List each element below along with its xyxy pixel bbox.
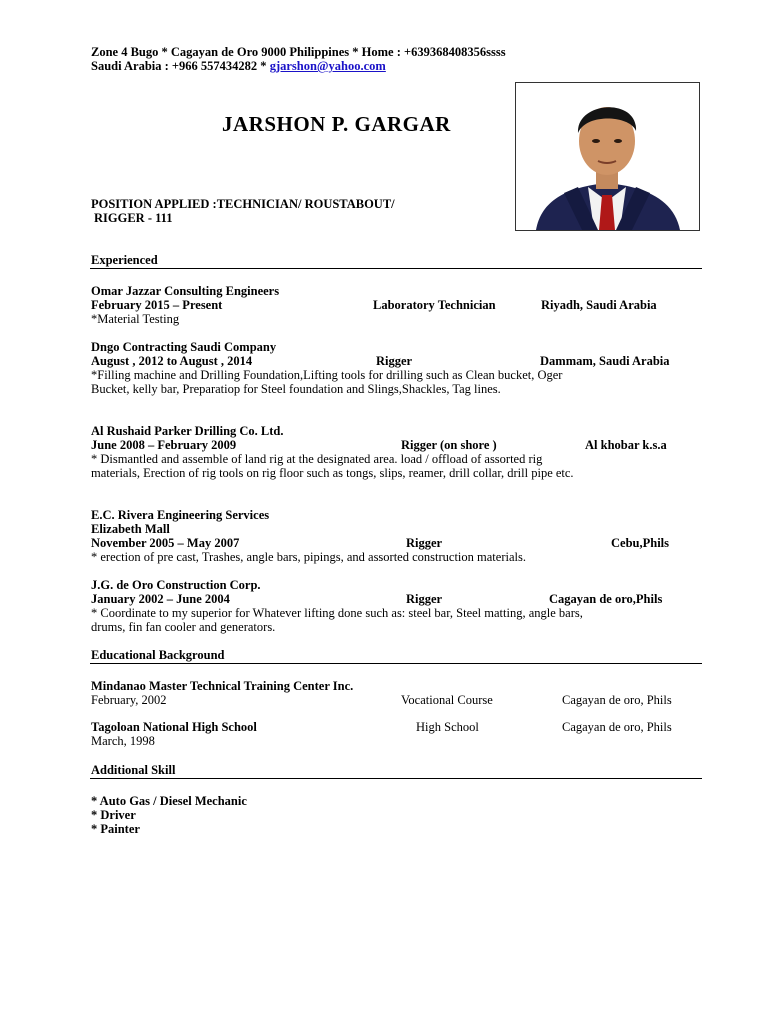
section-heading-skills: Additional Skill [91,763,176,777]
edu-details-row [91,693,701,707]
job-details-row [91,592,701,606]
job-description: *Material Testing [91,312,180,326]
section-divider [90,268,702,269]
edu-level: High School [416,720,479,734]
position-applied-cont: RIGGER - 111 [94,211,173,225]
job-company: J.G. de Oro Construction Corp. [91,578,261,592]
job-location: Al khobar k.s.a [585,438,667,452]
job-role: Laboratory Technician [373,298,496,312]
section-divider [90,663,702,664]
job-description: *Filling machine and Drilling Foundation,Lifting tools for drilling such as Clean bucket, Oger [91,368,563,382]
job-location: Dammam, Saudi Arabia [540,354,670,368]
skill-item: * Auto Gas / Diesel Mechanic [91,794,247,808]
job-details-row [91,536,701,550]
edu-location: Cagayan de oro, Phils [562,720,672,734]
job-description: drums, fin fan cooler and generators. [91,620,276,634]
edu-school: Mindanao Master Technical Training Center Inc. [91,679,354,693]
job-company: Omar Jazzar Consulting Engineers [91,284,280,298]
edu-date: March, 1998 [91,734,155,748]
job-company: Dngo Contracting Saudi Company [91,340,277,354]
job-dates: January 2002 – June 2004 [91,592,230,606]
job-details-row [91,354,701,368]
contact-saudi-line [91,59,386,73]
section-heading-education: Educational Background [91,648,225,662]
job-description: Bucket, kelly bar, Preparatiop for Steel foundation and Slings,Shackles, Tag lines. [91,382,501,396]
job-dates: November 2005 – May 2007 [91,536,240,550]
job-description: * erection of pre cast, Trashes, angle bars, pipings, and assorted construction materials. [91,550,526,564]
job-location: Cebu,Phils [611,536,670,550]
job-role: Rigger [406,536,443,550]
edu-level: Vocational Course [401,693,493,707]
profile-photo [515,82,700,231]
email-link[interactable]: gjarshon@yahoo.com [269,59,386,73]
contact-address: Zone 4 Bugo * Cagayan de Oro 9000 Philippines * Home : +639368408356ssss [91,45,506,59]
job-description: * Dismantled and assemble of land rig at the designated area. load / offload of assorted rig [91,452,543,466]
contact-saudi-phone: Saudi Arabia : +966 557434282 * [91,59,270,73]
job-role: Rigger [376,354,413,368]
job-details-row [91,438,701,452]
candidate-name: JARSHON P. GARGAR [222,112,451,136]
job-location: Cagayan de oro,Phils [549,592,663,606]
person-portrait-icon [516,83,699,230]
job-subcompany: Elizabeth Mall [91,522,170,536]
job-role: Rigger [406,592,443,606]
job-company: Al Rushaid Parker Drilling Co. Ltd. [91,424,284,438]
position-applied: POSITION APPLIED :TECHNICIAN/ ROUSTABOUT/ [91,197,395,211]
job-dates: August , 2012 to August , 2014 [91,354,253,368]
skill-item: * Painter [91,822,140,836]
job-role: Rigger (on shore ) [401,438,497,452]
job-dates: June 2008 – February 2009 [91,438,237,452]
job-location: Riyadh, Saudi Arabia [541,298,657,312]
edu-date: February, 2002 [91,693,167,707]
section-heading-experience: Experienced [91,253,158,267]
job-description: materials, Erection of rig tools on rig floor such as tongs, slips, reamer, drill collar, drill pipe etc. [91,466,574,480]
edu-school: Tagoloan National High School [91,720,257,734]
section-divider [90,778,702,779]
edu-details-row [91,720,701,734]
skill-item: * Driver [91,808,136,822]
job-dates: February 2015 – Present [91,298,223,312]
job-description: * Coordinate to my superior for Whatever lifting done such as: steel bar, Steel matting, angle bars, [91,606,583,620]
job-company: E.C. Rivera Engineering Services [91,508,270,522]
edu-location: Cagayan de oro, Phils [562,693,672,707]
job-details-row [91,298,701,312]
